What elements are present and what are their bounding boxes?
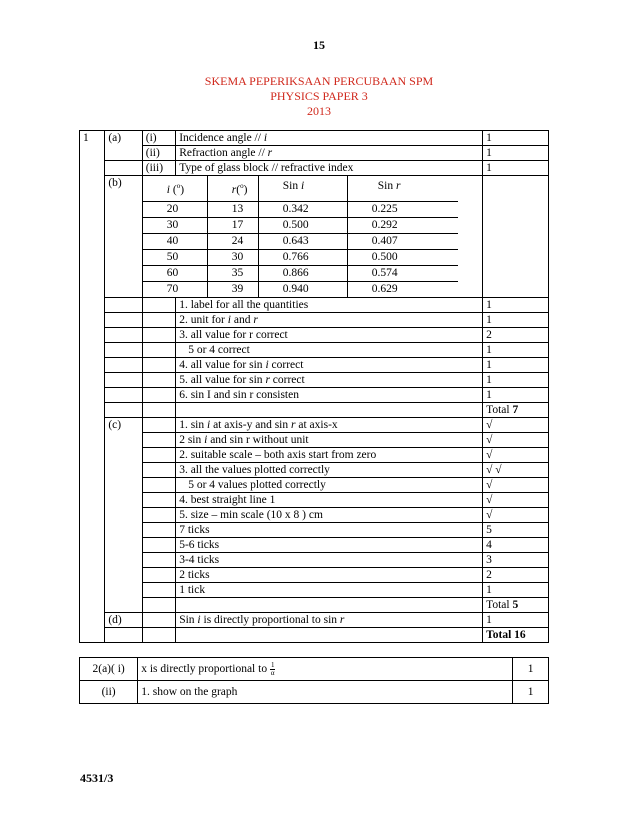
d-mark: 1 [483, 613, 549, 628]
grand-total: Total 16 [483, 628, 549, 643]
c-criterion: 5-6 ticks [176, 538, 483, 553]
results-row: 40 24 0.643 0.407 [143, 234, 458, 250]
part-a-label: (a) [105, 131, 142, 146]
c-criterion: 3. all the values plotted correctly [176, 463, 483, 478]
c-total: Total 5 [483, 598, 549, 613]
part-a-iii-label: (iii) [142, 161, 175, 176]
b-criterion-mark: 1 [483, 313, 549, 328]
b-criterion: 5 or 4 correct [176, 343, 483, 358]
header-i: i ($^o$) [143, 176, 208, 202]
c-criterion-mark: 1 [483, 583, 549, 598]
q2-a-i-text: x is directly proportional to $\frac{1}{\alpha}$ [138, 658, 513, 681]
c-criterion: 2 sin i and sin r without unit [176, 433, 483, 448]
header-r: r($^o$) [207, 176, 258, 202]
header-sin-i: Sin i [258, 176, 347, 202]
results-row: 20 13 0.342 0.225 [143, 202, 458, 218]
b-criterion-mark: 1 [483, 358, 549, 373]
c-criterion-mark: √ [483, 448, 549, 463]
part-a-i-label: (i) [142, 131, 175, 146]
results-row: 60 35 0.866 0.574 [143, 266, 458, 282]
part-b-data-cell [142, 176, 482, 298]
part-b-label: (b) [105, 176, 142, 298]
b-criterion: 4. all value for sin i correct [176, 358, 483, 373]
part-c-label: (c) [105, 418, 142, 433]
b-criterion: 2. unit for i and r [176, 313, 483, 328]
heading-line-3: 2013 [307, 104, 331, 118]
results-table [143, 176, 458, 297]
marking-scheme-table-q2 [79, 657, 549, 704]
c-criterion: 5. size – min scale (10 x 8 ) cm [176, 508, 483, 523]
results-row: 50 30 0.766 0.500 [143, 250, 458, 266]
c-criterion-mark: √ [483, 493, 549, 508]
c-criterion-mark: 3 [483, 553, 549, 568]
c-criterion: 1. sin i at axis-y and sin r at axis-x [176, 418, 483, 433]
question-number: 1 [80, 131, 105, 146]
part-a-iii-mark: 1 [483, 161, 549, 176]
c-criterion-mark: √ [483, 508, 549, 523]
b-criterion-mark: 1 [483, 343, 549, 358]
header-sin-r: Sin r [347, 176, 458, 202]
q2-a-ii-text: 1. show on the graph [138, 681, 513, 704]
b-criterion-mark: 1 [483, 388, 549, 403]
c-criterion-mark: √ [483, 418, 549, 433]
c-criterion: 5 or 4 values plotted correctly [176, 478, 483, 493]
results-row: 30 17 0.500 0.292 [143, 218, 458, 234]
heading-line-1: SKEMA PEPERIKSAAN PERCUBAAN SPM [204, 74, 434, 88]
b-criterion: 1. label for all the quantities [176, 298, 483, 313]
part-a-i-mark: 1 [483, 131, 549, 146]
c-criterion: 3-4 ticks [176, 553, 483, 568]
b-criterion-mark: 2 [483, 328, 549, 343]
heading-line-2: PHYSICS PAPER 3 [270, 89, 368, 103]
c-criterion: 7 ticks [176, 523, 483, 538]
b-criterion: 6. sin I and sin r consisten [176, 388, 483, 403]
part-a-ii-mark: 1 [483, 146, 549, 161]
c-criterion-mark: 4 [483, 538, 549, 553]
b-criterion-mark: 1 [483, 373, 549, 388]
document-heading [0, 74, 638, 119]
marking-scheme-table-q1 [79, 130, 549, 643]
results-header-row [143, 176, 458, 202]
c-criterion-mark: 5 [483, 523, 549, 538]
q2-a-i-mark: 1 [513, 658, 549, 681]
b-total: Total 7 [483, 403, 549, 418]
c-criterion-mark: √ [483, 478, 549, 493]
q2-a-i-label: 2(a)( i) [80, 658, 138, 681]
q2-a-ii-label: (ii) [80, 681, 138, 704]
c-criterion: 2 ticks [176, 568, 483, 583]
q2-a-ii-mark: 1 [513, 681, 549, 704]
c-criterion-mark: 2 [483, 568, 549, 583]
paper-code-footer: 4531/3 [80, 771, 114, 785]
c-criterion: 2. suitable scale – both axis start from zero [176, 448, 483, 463]
part-a-i-text: Incidence angle // i [176, 131, 483, 146]
b-criterion: 5. all value for sin r correct [176, 373, 483, 388]
results-row: 70 39 0.940 0.629 [143, 282, 458, 298]
q2-row [80, 681, 549, 704]
c-criterion-mark: √ √ [483, 463, 549, 478]
page-number: 15 [313, 38, 325, 52]
c-criterion: 4. best straight line 1 [176, 493, 483, 508]
c-criterion-mark: √ [483, 433, 549, 448]
part-a-ii-text: Refraction angle // r [176, 146, 483, 161]
part-a-iii-text: Type of glass block // refractive index [176, 161, 483, 176]
b-criterion-mark: 1 [483, 298, 549, 313]
part-d-label: (d) [105, 613, 142, 628]
q2-row [80, 658, 549, 681]
c-criterion: 1 tick [176, 583, 483, 598]
d-answer: Sin i is directly proportional to sin r [176, 613, 483, 628]
b-criterion: 3. all value for r correct [176, 328, 483, 343]
part-a-ii-label: (ii) [142, 146, 175, 161]
